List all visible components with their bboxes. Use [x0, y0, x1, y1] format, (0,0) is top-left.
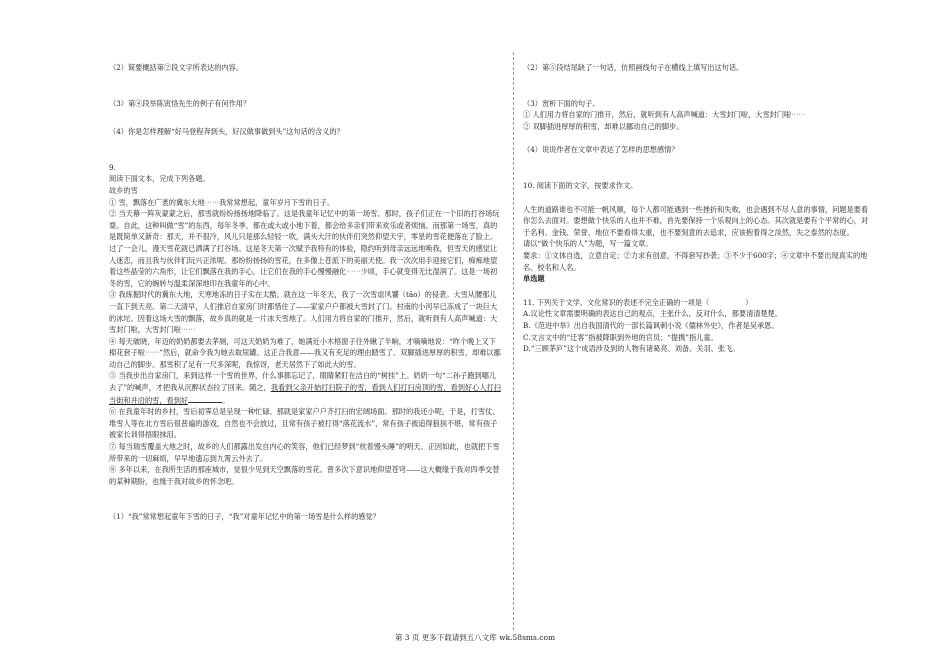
underlined-sentence-a: 我看到父亲开始打扫院子的雪，看	[270, 383, 379, 393]
underlined-sentence-b: 到人们打扫房顶的雪，看到好心人打扫当街和井沿的雪，看到好	[109, 383, 501, 405]
question-10: 10. 阅读下面的文字，按要求作文。	[523, 180, 638, 190]
answer-blank[interactable]	[188, 394, 222, 403]
paragraph-4: ④ 每天破晓，年迈的奶奶都要去茅厕，可这天奶奶为难了，她满近小木格窗子往外瞅了半晌，才嘀嘀地说：“昨个晚上又下棉花套子啦⋯⋯”然后，就命令我为她去取尿罐。这正合我意——我又有充足的理由踏雪了。双脚插进厚厚的积雪，却难以挪动自己的脚步。那雪积了足有一尺多深呢，我惊讶，老天居然下了如此大的雪。	[109, 336, 501, 369]
question-8-3: （3）第④段举陈寅恪先生的例子有何作用？	[109, 98, 251, 108]
question-8-4: （4）你是怎样理解“好马登程奔到头，好汉做事做到头”这句话的含义的？	[109, 127, 344, 137]
question-8-2: （2）简要概括第②段文字所表达的内容。	[109, 63, 243, 72]
right-column	[523, 62, 868, 355]
paragraph-2: ② 当天幕一阵灰蒙蒙之后，那雪就纷纷扬扬地降临了。这是我童年记忆中的第一场雪。那时，孩子们正在一个旧的打谷场玩耍。自此，这种叫做“雪”的东西，每年冬季，都在或大或小地下着，都会给多亲们带来欢乐或者烦恼。而那第一场雪，真的是既简单又新奇：那天，并不很冷，风儿只是那么轻轻一吹，满头大汗的伙伴们突然仰望天宇，零星的雪花便落在了脸上。过了一会儿，漫天雪花就已洒满了打谷场。这是冬天第一次赋予我特有的体验，隐约听到母亲远远地唤我，但雪天的感觉让人迷恋，而且我与伙伴们玩兴正浓呢。那纷纷扬扬的雪花，在多像上苍派下的美丽天使。我一次次用手迎接它们，痴痴地望着这些晶莹的六角形，让它们飘落在我的手心，让它们在我的手心慢慢融化⋯⋯少顷，手心就变得无比湿润了。这是一场初冬的雪，它的婉转与温柔深深地印在我童年的心中。	[109, 209, 500, 288]
section-heading: 单选题	[523, 274, 545, 284]
option-b: B.《范进中举》出自我国清代的一部长篇讽刺小说《儒林外史》，作者是吴承恩。	[523, 320, 779, 330]
question-11: 11. 下列关于文学、文化常识的表述不完全正确的一项是（ ）	[523, 297, 753, 307]
question-9-1: （1）“我”常常想起童年下雪的日子，“我”对童年记忆中的第一场雪是什么样的感觉？	[109, 512, 380, 522]
paragraph-8: ⑧ 多年以来，在我所生活的那座城市，觉很少见到天空飘落的雪花。曾多次下意识地仰望苍穹——这大概缘于我对四季交替的某种期盼，也缘于我对故乡的怀念吧。	[109, 465, 500, 486]
question-10-requirements: 要求：①文体自选，立意自定；②力求有创意，不得套写抄袭；③不少于600字；④文章中不要出现真实的地名、校名和人名。	[523, 250, 868, 272]
question-10-prompt: 请以“做个快乐的人”为题，写一篇文章。	[523, 239, 653, 249]
sentence-1: ① 人们用力将自家的门推开，然后，就听到有人高声喊道：大雪封门啦，大雪封门啦⋯⋯	[523, 110, 806, 120]
paragraph-3: ③ 我练掘时代的冀东大地，天寒地冻的日子实在太酷。就在这一年冬天，我了一次雪虐风饕（tāo）的侵袭。大雪从腰那儿一直下到天亮。第二天清早，人们推启自家房门时都惜住了——家家户户都被大雪封了门。村南的小河早已冻成了一块巨大的冰坨。因着这场大雪的飘落，故乡真的就是一片冰天雪地了。人们用力将自家的门推开，然后，就听到有人高声喊道：大雪封门啦，大雪封门啦⋯⋯	[109, 290, 498, 335]
question-9-instruction: 阅读下面文本，完成下列各题。	[109, 174, 210, 184]
question-9-4: （4）说说作者在文章中表达了怎样的思想感情？	[523, 145, 679, 155]
question-10-text: 人生的道路谁也不可能一帆风顺，每个人都可能遇到一些挫折和失败，也会遇到不尽人意的事情，问题是要看你怎么去面对。要想做个快乐的人也并不难。首先要保持一个乐观向上的心态。其次就是要有个平常的心，对于名利、金钱、荣誉、地位不要看得太重，也不要刻意的去追求，应该抱着得之淡然，失之泰然的态度。	[523, 204, 869, 237]
option-a: A.议论性文章需要明确的表达自己的观点，主张什么，反对什么，都要清清楚楚。	[523, 309, 783, 319]
column-divider	[513, 52, 514, 630]
question-9-2: （2）第⑤段结尾缺了一句话，仿照画线句子在横线上填写出这句话。	[523, 63, 744, 72]
question-9-3: （3）赏析下面的句子。	[523, 98, 600, 108]
paragraph-5-text: ⑤ 当我步出自家房门，来到这样一个雪的世界，什么事都忘记了，眼睛紧盯在洁白的“树挂”上。奶奶一句“二孙子跑到哪儿去了”的喊声，才把我从沉醉状态拉了回来。随之，	[109, 371, 497, 393]
paragraph-6: ⑥ 在我童年时的乡村，雪后初霁总是呈现一种忙碌、那就是家家户户齐打扫的宏阔场面。那时的我还小呢，于是，打雪仗、堆雪人等在北方雪后很普遍的游戏，自然也不会放过，且常有孩子被打得“落花流水”，常有孩子被追得狼狈不堪，常有孩子被家长训得捂眼抹泪。	[109, 407, 500, 440]
option-c: C.文言文中的“迁客”指被降职到外地的官员；“提携”指儿童。	[523, 332, 718, 342]
option-d: D.“三顾茅庐”这个成语涉及到的人物有诸葛亮、刘备、关羽、张飞。	[523, 344, 740, 354]
left-column	[109, 62, 501, 523]
sentence-2: ② 双脚插进厚厚的积雪，却难以挪动自己的脚步。	[523, 121, 684, 131]
page-footer: 第 3 页 更多下载请到五八文库 wk.58sms.com	[394, 633, 556, 642]
paragraph-5: ⑤ 当我步出自家房门，来到这样一个雪的世界，什么事都忘记了，眼睛紧盯在洁白的“树挂”上。奶奶一句“二孙子跑到哪儿去了”的喊声，才把我从沉醉状态拉了回来。随之，我看到父亲开始打扫院子的雪，看到人们打扫房顶的雪，看到好心人打扫当街和井沿的雪，看到好 。	[109, 371, 501, 405]
paragraph-7: ⑦ 每当瑞雪覆盖大地之时，故乡的人们都露出发自内心的笑容，他们已经梦到“枕着馒头睡”的明天。正因如此，也就把下雪所带来的一切麻烦，早早地遗忘到九霄云外去了。	[109, 442, 500, 463]
passage-title: 故乡的雪	[109, 185, 138, 195]
question-9-number: 9.	[109, 162, 116, 172]
paragraph-1: ① 雪，飘落在广袤的冀东大地⋯⋯我常常想起，童年岁月下雪的日子。	[109, 197, 335, 207]
